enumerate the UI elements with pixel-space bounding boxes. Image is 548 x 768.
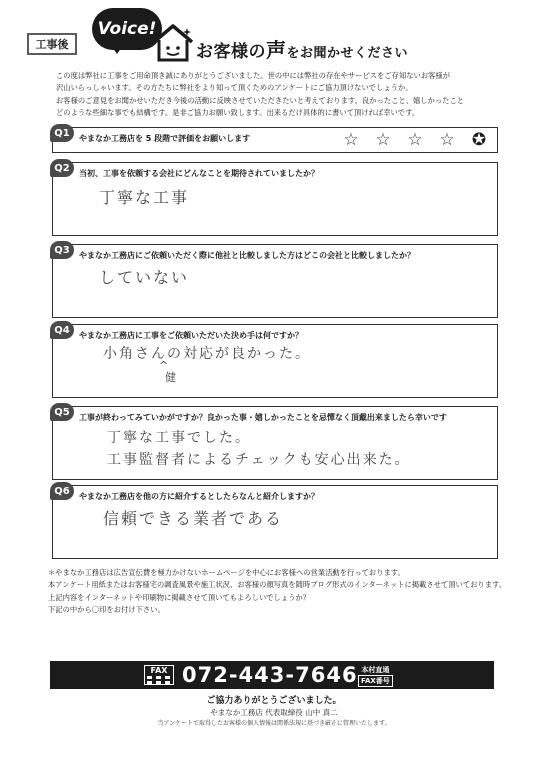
q6-badge: Q6 (50, 482, 74, 500)
fax-bar (50, 661, 494, 689)
fax-label: FAX (144, 665, 174, 685)
question-3-box (52, 244, 498, 318)
q5-answer-line-2: 工事監督者によるチェックも安心出来た。 (107, 452, 411, 468)
fax-keypad-icon (147, 676, 171, 684)
footer-notes (48, 567, 508, 616)
footer-note-line: ＊やまなか工務店は広告宣伝費を極力かけないホームページを中心にお客様への営業活動を行っております。 (48, 568, 405, 577)
star-icon-selected[interactable]: ✪ (471, 130, 487, 150)
intro-line: 沢山いらっしゃいます。その方たちに弊社をより知って頂くためのアンケートにご協力頂けないでしょうか。 (56, 83, 413, 93)
intro-line: この度は弊社に工事をご用命頂き誠にありがとうございました。世の中には弊社の存在やサービスをご存知ないお客様が (56, 71, 451, 80)
star-icon[interactable]: ☆ (343, 130, 359, 150)
page-title (196, 34, 408, 63)
question-1-box (52, 127, 498, 153)
after-construction-tag: 工事後 (27, 33, 77, 55)
q2-badge: Q2 (50, 159, 74, 177)
question-2-box (52, 162, 498, 236)
q1-text: やまなか工務店を 5 段階で評価をお願いします (79, 134, 251, 143)
fax-subtext (358, 665, 393, 687)
q4-answer: 小角さんの対応が良かった。 (103, 346, 311, 362)
q2-text: 当初、工事を依頼する会社にどんなことを期待されていましたか？ (79, 169, 319, 178)
title-post: をお聞かせください (286, 46, 409, 61)
star-icon[interactable]: ☆ (407, 130, 423, 150)
footer-note-line: 本アンケート用紙またはお客様宅の調査風景や施工状況、お客様の顔写真を随時ブログ形式のインターネットに掲載させて頂いております。 (48, 580, 507, 590)
star-icon[interactable]: ☆ (439, 130, 455, 150)
thanks-message: ご協力ありがとうございました。 (206, 696, 342, 706)
q4-insert-note: 健 (165, 371, 176, 384)
question-5-box (52, 406, 498, 480)
star-icon[interactable]: ☆ (375, 130, 391, 150)
q1-badge: Q1 (50, 124, 74, 142)
voice-bubble: Voice! (92, 8, 162, 50)
q5-badge: Q5 (50, 403, 74, 421)
question-6-box (52, 485, 498, 559)
title-pre: お客様の (196, 42, 266, 62)
title-voice: 声 (266, 38, 287, 62)
footer-note-line: 上記内容をインターネットや印刷物に掲載させて頂いてもよろしいでしょうか？ (48, 592, 311, 602)
q3-text: やまなか工務店にご依頼いただく際に他社と比較しました方はどこの会社と比較しましたか？ (79, 251, 415, 260)
q3-badge: Q3 (50, 241, 74, 259)
q4-text: やまなか工務店に工事をご依頼いただいた決め手は何ですか？ (79, 331, 303, 340)
question-4-box (52, 324, 498, 398)
rating-stars (341, 131, 489, 149)
fax-subtext-line-2: FAX番号 (358, 675, 393, 687)
q6-text: やまなか工務店を他の方に紹介するとしたらなんと紹介しますか？ (79, 492, 319, 501)
intro-line: どのような些細な事でも結構です。是非ご協力お願い致します。出来るだけ具体的に書いて頂ければ幸いです。 (56, 107, 420, 117)
q4-badge: Q4 (50, 321, 74, 339)
q6-answer: 信頼できる業者である (103, 509, 284, 528)
intro-text (56, 70, 500, 119)
voice-bubble-tail (110, 44, 124, 54)
q5-text: 工事が終わってみていかがですか？良かった事・嬉しかったことを忌憚なく頂戴出来ましたら幸いです (79, 413, 447, 422)
footer-note-line: 下記の中から〇印をお付け下さい。 (48, 604, 165, 614)
fax-number[interactable]: 072-443-7646 (182, 663, 358, 687)
q3-answer: していない (99, 268, 190, 287)
q2-answer: 丁寧な工事 (99, 188, 190, 207)
insert-mark: ^ (159, 359, 169, 372)
intro-line: お客様のご意見をお聞かせいただき今後の活動に反映させていただきたいと考えております。良かったこと、嬉しかったこと (56, 95, 465, 105)
privacy-notice: 当アンケートで取得したお客様の個人情報は関係法規に基づき厳正に管理いたします。 (157, 720, 391, 727)
q5-answer-line-1: 丁寧な工事でした。 (107, 430, 251, 446)
company-signature: やまなか工務店 代表取締役 山中 真二 (210, 708, 338, 717)
house-icon (150, 22, 196, 64)
fax-subtext-line-1: 本村直通 (361, 666, 390, 674)
